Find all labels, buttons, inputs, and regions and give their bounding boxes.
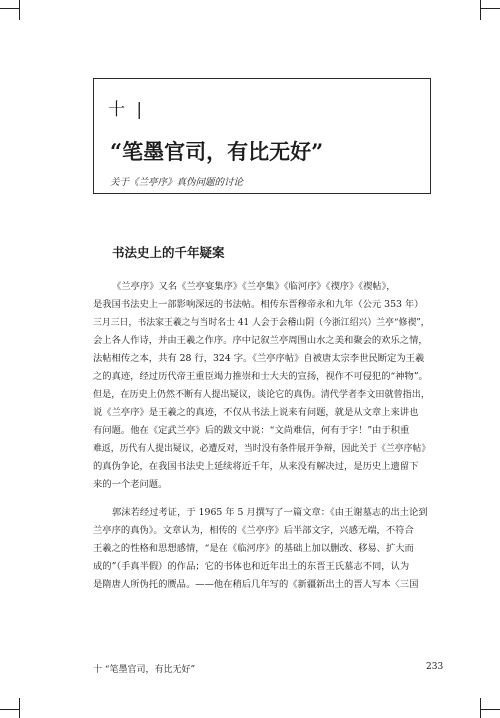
body-text-line: 《兰亭序》又名《兰亭宴集序》《兰亭集》《临河序》《禊序》《禊帖》， [112,281,396,292]
body-text-line: 王羲之的性格和思想感情，“是在《临河序》的基础上加以删改、移易、扩大而 [93,543,414,554]
running-footer-title: 十 “笔墨官司，有比无好” [93,665,196,675]
body-text-line: 是隋唐人所伪托的赝品。——他在稍后几年写的《新疆新出土的晋人写本〈三国 [93,579,419,590]
body-text-line: 说《兰亭序》是王羲之的真迹，不仅从书法上说来有问题，就是从文章上来讲也 [93,407,419,418]
body-text-line: 是我国书法史上一部影响深远的书法帖。相传东晋穆帝永和九年（公元 353 年） [93,299,424,310]
chapter-subtitle: 关于《兰亭序》真伪问题的讨论 [110,177,244,188]
crop-mark [480,698,481,718]
crop-mark [0,709,20,710]
body-text-line: 来的一个老问题。 [93,479,168,490]
body-text-line: 成的”（手真半假）的作品；它的书体也和近年出土的东晋王氏墓志不同，认为 [93,561,410,572]
crop-mark [19,0,20,20]
body-text-line: 之的真迹，经过历代帝王重臣竭力推崇和士大夫的宣扬，视作不可侵犯的“神物”。 [93,371,428,382]
body-text-line: 有问题。他在《定武兰亭》后的跋文中说：“文尚难信，何有于字！”由于积重 [93,425,410,436]
body-text-line: 但是，在历史上仍然不断有人提出疑议，谈论它的真伪。清代学者李文田就曾指出， [93,389,430,400]
body-text-line: 会上各人作诗，并由王羲之作序。序中记叙兰亭周围山水之美和聚会的欢乐之情， [93,335,428,346]
crop-mark [480,8,500,9]
crop-mark [19,698,20,718]
body-text-line: 兰亭序的真伪》。文章认为，相传的《兰亭序》后半部文字，兴感无端，不符合 [93,525,414,536]
body-text-line: 的真伪争论，在我国书法史上延续将近千年，从来没有解决过，是历史上遗留下 [93,461,419,472]
crop-mark [0,8,20,9]
body-text-line: 难返，历代有人提出疑议，必遭反对，当时没有条件展开争辩，因此关于《兰亭序帖》 [93,443,431,454]
crop-mark [480,0,481,20]
crop-mark [480,709,500,710]
body-text-line: 三月三日，书法家王羲之与当时名士 41 人会于会稽山阴（今浙江绍兴）兰亭“修禊”， [93,317,430,328]
chapter-title: “笔墨官司，有比无好” [110,139,324,164]
section-heading: 书法史上的千年疑案 [112,245,225,260]
body-text-line: 郭沫若经过考证，于 1965 年 5 月撰写了一篇文章：《由王谢墓志的出土论到 [112,507,428,518]
chapter-number: 十 | [108,100,146,120]
page-number: 233 [426,662,444,672]
body-text-line: 法帖相传之本，共有 28 行，324 字。《兰亭序帖》自被唐太宗李世民断定为王羲 [93,353,425,364]
